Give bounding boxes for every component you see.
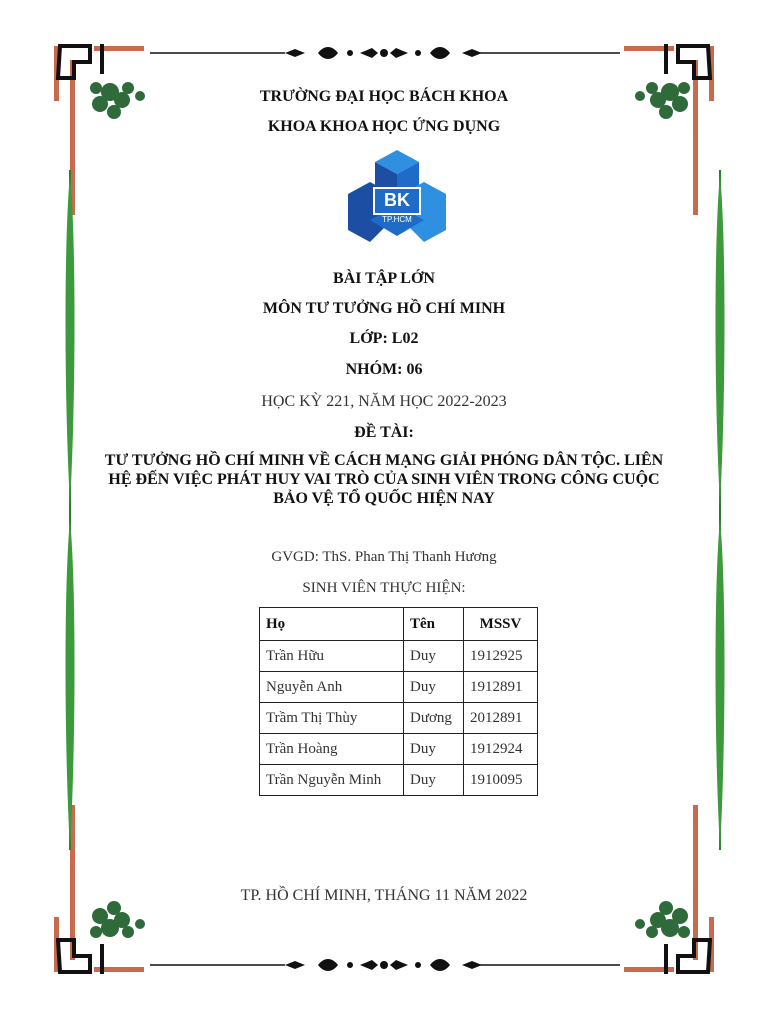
logo-text-main: BK <box>384 190 410 210</box>
table-header-row <box>260 608 538 641</box>
header-mssv: MSSV <box>464 608 538 641</box>
cell-ten: Duy <box>404 641 464 672</box>
university-name: TRƯỜNG ĐẠI HỌC BÁCH KHOA <box>259 88 509 105</box>
cell-mssv: 1912925 <box>464 641 538 672</box>
subject-title: MÔN TƯ TƯỞNG HỒ CHÍ MINH <box>262 300 506 317</box>
bk-logo <box>348 150 446 244</box>
table-row <box>260 765 538 796</box>
table-row <box>260 641 538 672</box>
cell-mssv: 2012891 <box>464 703 538 734</box>
topic-label: ĐỀ TÀI: <box>354 424 414 441</box>
group-line: NHÓM: 06 <box>345 361 423 378</box>
table-row <box>260 672 538 703</box>
cell-mssv: 1912924 <box>464 734 538 765</box>
header-ho: Họ <box>260 608 404 641</box>
cell-ho: Trần Nguyễn Minh <box>260 765 404 796</box>
flower-bottom-left <box>90 901 145 938</box>
footer-location-date: TP. HỒ CHÍ MINH, THÁNG 11 NĂM 2022 <box>240 887 528 904</box>
bottom-ornament <box>285 959 482 971</box>
table-row <box>260 734 538 765</box>
students-table <box>259 607 538 796</box>
instructor-line: GVGD: ThS. Phan Thị Thanh Hương <box>271 549 497 565</box>
assignment-title: BÀI TẬP LỚN <box>333 270 435 287</box>
class-line: LỚP: L02 <box>349 330 419 347</box>
semester-line: HỌC KỲ 221, NĂM HỌC 2022-2023 <box>261 393 507 410</box>
topic-line-1: TƯ TƯỞNG HỒ CHÍ MINH VỀ CÁCH MẠNG GIẢI PHÓNG DÂN TỘC. LIÊN <box>104 452 664 469</box>
cell-ten: Duy <box>404 672 464 703</box>
cell-ten: Duy <box>404 734 464 765</box>
top-ornament <box>285 47 482 59</box>
faculty-name: KHOA KHOA HỌC ỨNG DỤNG <box>267 118 501 135</box>
cell-mssv: 1912891 <box>464 672 538 703</box>
header-ten: Tên <box>404 608 464 641</box>
flower-bottom-right <box>635 901 690 938</box>
cell-ho: Trần Hoàng <box>260 734 404 765</box>
logo-text-sub: TP.HCM <box>382 215 412 224</box>
cell-mssv: 1910095 <box>464 765 538 796</box>
topic-line-2: HỆ ĐẾN VIỆC PHÁT HUY VAI TRÒ CỦA SINH VIÊN TRONG CÔNG CUỘC <box>108 471 660 488</box>
cell-ten: Dương <box>404 703 464 734</box>
topic-line-3: BẢO VỆ TỔ QUỐC HIỆN NAY <box>273 490 495 507</box>
students-label: SINH VIÊN THỰC HIỆN: <box>302 580 466 596</box>
cell-ho: Trần Hữu <box>260 641 404 672</box>
cell-ten: Duy <box>404 765 464 796</box>
cell-ho: Trầm Thị Thùy <box>260 703 404 734</box>
table-row <box>260 703 538 734</box>
cell-ho: Nguyễn Anh <box>260 672 404 703</box>
